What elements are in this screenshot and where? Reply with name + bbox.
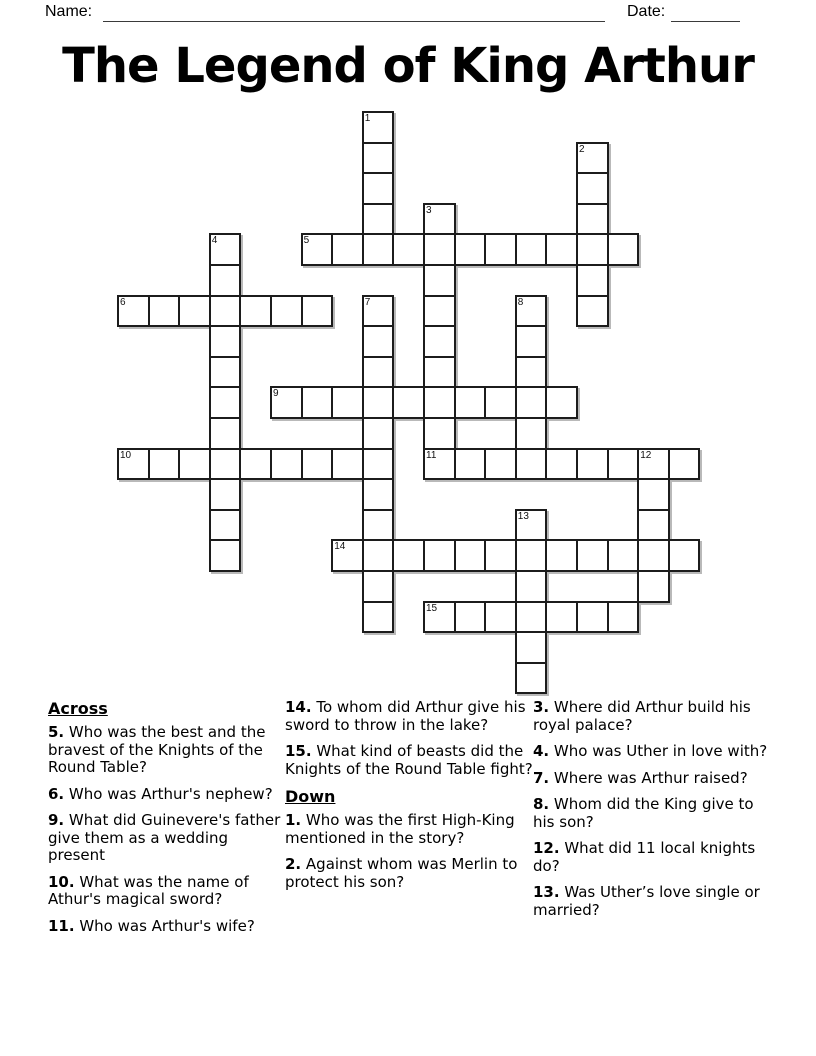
grid-cell[interactable] [515, 448, 548, 481]
grid-cell[interactable] [423, 356, 456, 389]
grid-cell[interactable] [607, 448, 640, 481]
grid-cell[interactable] [454, 386, 487, 419]
clue-item-13 [533, 884, 775, 919]
grid-cell[interactable] [515, 601, 548, 634]
grid-cell-number: 1 [364, 113, 371, 124]
grid-cell[interactable] [362, 570, 395, 603]
clue-text: Who was Arthur's nephew? [64, 784, 273, 803]
grid-cell[interactable] [362, 448, 395, 481]
grid-cell-number: 2 [579, 143, 585, 155]
grid-cell[interactable] [423, 386, 456, 419]
across-heading: Across [48, 699, 108, 718]
clue-number: 6. [48, 784, 65, 803]
grid-cell-number: 12 [640, 449, 652, 461]
clue-text: Whom did the King give to his son? [533, 795, 754, 831]
clue-text: Who was the first High-King mentioned in the story? [285, 811, 515, 847]
puzzle-title: The Legend of King Arthur [62, 38, 754, 94]
clue-item-12 [533, 840, 775, 875]
grid-cell[interactable] [362, 203, 395, 236]
grid-cell-number: 11 [426, 449, 437, 461]
grid-cell[interactable] [362, 295, 395, 328]
clue-number: 8. [533, 795, 550, 813]
grid-cell[interactable] [515, 509, 548, 542]
grid-cell[interactable] [362, 417, 395, 450]
grid-cell[interactable] [178, 295, 211, 328]
grid-cell[interactable] [484, 539, 517, 572]
clue-item-9 [48, 812, 281, 865]
grid-cell[interactable] [331, 448, 364, 481]
clue-number: 15. [285, 742, 312, 760]
grid-cell[interactable] [637, 539, 670, 572]
grid-cell[interactable] [423, 203, 456, 236]
grid-cell-number: 14 [334, 541, 346, 553]
grid-cell[interactable] [423, 264, 456, 297]
grid-cell[interactable] [454, 233, 487, 266]
clue-item-14 [285, 699, 535, 734]
grid-cell[interactable] [209, 509, 242, 542]
grid-cell[interactable] [209, 264, 242, 297]
grid-cell[interactable] [301, 448, 334, 481]
grid-cell[interactable] [607, 233, 640, 266]
clue-number: 7. [533, 768, 550, 787]
clue-number: 4. [533, 742, 550, 760]
clue-text: What was the name of Athur's magical sword? [48, 872, 249, 908]
clue-item-8 [533, 796, 775, 831]
grid-cell-number: 9 [273, 388, 279, 400]
grid-cell[interactable] [576, 448, 609, 481]
grid-cell[interactable] [515, 570, 548, 603]
clue-text: Where did Arthur build his royal palace? [533, 698, 751, 734]
clue-item-5 [48, 724, 281, 777]
grid-cell[interactable] [576, 264, 609, 297]
grid-cell[interactable] [239, 448, 272, 481]
clue-text: Against whom was Merlin to protect his son? [285, 855, 518, 891]
grid-cell[interactable] [239, 295, 272, 328]
grid-cell-number: 10 [120, 449, 132, 461]
grid-cell[interactable] [362, 509, 395, 542]
grid-cell[interactable] [515, 631, 548, 664]
grid-cell[interactable] [515, 325, 548, 358]
grid-cell-number: 15 [426, 602, 438, 614]
clue-text: What kind of beasts did the Knights of the Round Table fight? [285, 742, 533, 778]
clue-text: Was Uther’s love single or married? [533, 883, 760, 919]
grid-cell[interactable] [392, 386, 425, 419]
date-label: Date: [627, 3, 666, 20]
grid-cell[interactable] [117, 295, 150, 328]
grid-cell[interactable] [362, 172, 395, 205]
grid-cell[interactable] [423, 601, 456, 634]
grid-cell[interactable] [454, 448, 487, 481]
grid-cell[interactable] [209, 417, 242, 450]
grid-cell[interactable] [148, 448, 181, 481]
grid-cell[interactable] [607, 601, 640, 634]
grid-cell[interactable] [637, 448, 670, 481]
grid-cell[interactable] [637, 570, 670, 603]
clue-column-3 [533, 699, 775, 928]
grid-cell[interactable] [331, 386, 364, 419]
grid-cell[interactable] [454, 601, 487, 634]
grid-cell[interactable] [362, 539, 395, 572]
grid-cell[interactable] [484, 233, 517, 266]
grid-cell[interactable] [515, 356, 548, 389]
grid-cell[interactable] [576, 539, 609, 572]
grid-cell[interactable] [331, 539, 364, 572]
clue-text: Who was Arthur's wife? [74, 916, 255, 935]
clue-number: 3. [533, 698, 550, 716]
clue-item-10 [48, 874, 281, 909]
grid-cell[interactable] [545, 386, 578, 419]
grid-cell[interactable] [515, 539, 548, 572]
clue-text: Who was Uther in love with? [549, 742, 768, 760]
grid-cell[interactable] [209, 233, 242, 266]
clue-number: 2. [285, 855, 302, 873]
clue-number: 5. [48, 723, 65, 741]
clue-item-2 [285, 856, 535, 891]
grid-cell[interactable] [637, 509, 670, 542]
clue-item-3 [533, 699, 775, 734]
grid-cell[interactable] [515, 386, 548, 419]
grid-cell[interactable] [515, 417, 548, 450]
grid-cell[interactable] [209, 295, 242, 328]
grid-cell[interactable] [209, 325, 242, 358]
grid-cell-number: 5 [303, 235, 310, 247]
clue-item-11 [48, 918, 281, 936]
grid-cell[interactable] [209, 448, 242, 481]
grid-cell[interactable] [392, 539, 425, 572]
grid-cell[interactable] [607, 539, 640, 572]
grid-cell[interactable] [454, 539, 487, 572]
grid-cell[interactable] [576, 601, 609, 634]
grid-cell[interactable] [362, 386, 395, 419]
clue-number: 11. [48, 916, 75, 935]
clue-text: What did 11 local knights do? [533, 839, 756, 875]
crossword-grid [117, 111, 701, 695]
grid-cell-number: 6 [120, 296, 126, 308]
grid-cell[interactable] [423, 295, 456, 328]
grid-cell[interactable] [545, 233, 578, 266]
grid-cell[interactable] [362, 142, 395, 175]
grid-cell-number: 3 [426, 204, 432, 216]
grid-cell[interactable] [362, 233, 395, 266]
grid-cell[interactable] [515, 233, 548, 266]
grid-cell[interactable] [484, 448, 517, 481]
grid-cell[interactable] [362, 356, 395, 389]
grid-cell-number: 8 [517, 296, 524, 308]
clue-number: 14. [285, 698, 312, 716]
grid-cell[interactable] [392, 233, 425, 266]
grid-cell[interactable] [423, 325, 456, 358]
grid-cell[interactable] [576, 233, 609, 266]
name-blank-line[interactable] [103, 4, 605, 22]
grid-cell[interactable] [362, 601, 395, 634]
grid-cell[interactable] [545, 539, 578, 572]
grid-cell[interactable] [576, 172, 609, 205]
grid-cell[interactable] [668, 448, 701, 481]
clue-text: To whom did Arthur give his sword to throw in the lake? [285, 698, 526, 734]
grid-cell[interactable] [484, 386, 517, 419]
grid-cell[interactable] [362, 478, 395, 511]
clue-number: 12. [533, 839, 560, 857]
grid-cell[interactable] [515, 295, 548, 328]
grid-cell[interactable] [423, 448, 456, 481]
grid-cell[interactable] [117, 448, 150, 481]
clue-number: 9. [48, 811, 65, 829]
grid-cell[interactable] [576, 142, 609, 175]
grid-cell[interactable] [545, 448, 578, 481]
grid-cell[interactable] [178, 448, 211, 481]
grid-cell[interactable] [362, 111, 395, 144]
clue-item-1 [285, 812, 535, 847]
name-label: Name: [45, 3, 93, 20]
grid-cell[interactable] [270, 295, 303, 328]
grid-cell-number: 13 [517, 510, 529, 522]
grid-cell[interactable] [209, 539, 242, 572]
grid-cell[interactable] [576, 295, 609, 328]
clue-column-1 [48, 699, 281, 944]
clue-item-4 [533, 743, 775, 761]
clue-text: Who was the best and the bravest of the Knights of the Round Table? [48, 723, 266, 776]
grid-cell[interactable] [301, 233, 334, 266]
grid-cell[interactable] [270, 386, 303, 419]
grid-cell[interactable] [668, 539, 701, 572]
clue-column-2 [285, 699, 535, 900]
grid-cell[interactable] [331, 233, 364, 266]
clue-item-7 [533, 770, 775, 788]
clue-text: Where was Arthur raised? [549, 768, 748, 787]
clue-item-6 [48, 786, 281, 804]
grid-cell[interactable] [270, 448, 303, 481]
grid-cell[interactable] [301, 386, 334, 419]
grid-cell[interactable] [209, 356, 242, 389]
grid-cell[interactable] [423, 417, 456, 450]
grid-cell[interactable] [484, 601, 517, 634]
grid-cell[interactable] [148, 295, 181, 328]
grid-cell[interactable] [423, 233, 456, 266]
grid-cell[interactable] [637, 478, 670, 511]
grid-cell[interactable] [362, 325, 395, 358]
date-blank-line[interactable] [671, 4, 740, 22]
clue-item-15 [285, 743, 535, 778]
grid-cell[interactable] [545, 601, 578, 634]
down-heading: Down [285, 787, 336, 806]
clue-number: 1. [285, 811, 302, 829]
grid-cell-number: 4 [211, 235, 218, 247]
grid-cell[interactable] [301, 295, 334, 328]
grid-cell[interactable] [515, 662, 548, 695]
clue-text: What did Guinevere's father give them as a wedding present [48, 811, 281, 864]
grid-cell[interactable] [209, 386, 242, 419]
grid-cell[interactable] [423, 539, 456, 572]
grid-cell-number: 7 [364, 296, 371, 308]
clue-number: 13. [533, 883, 560, 901]
grid-cell[interactable] [209, 478, 242, 511]
clue-number: 10. [48, 872, 75, 891]
grid-cell[interactable] [576, 203, 609, 236]
